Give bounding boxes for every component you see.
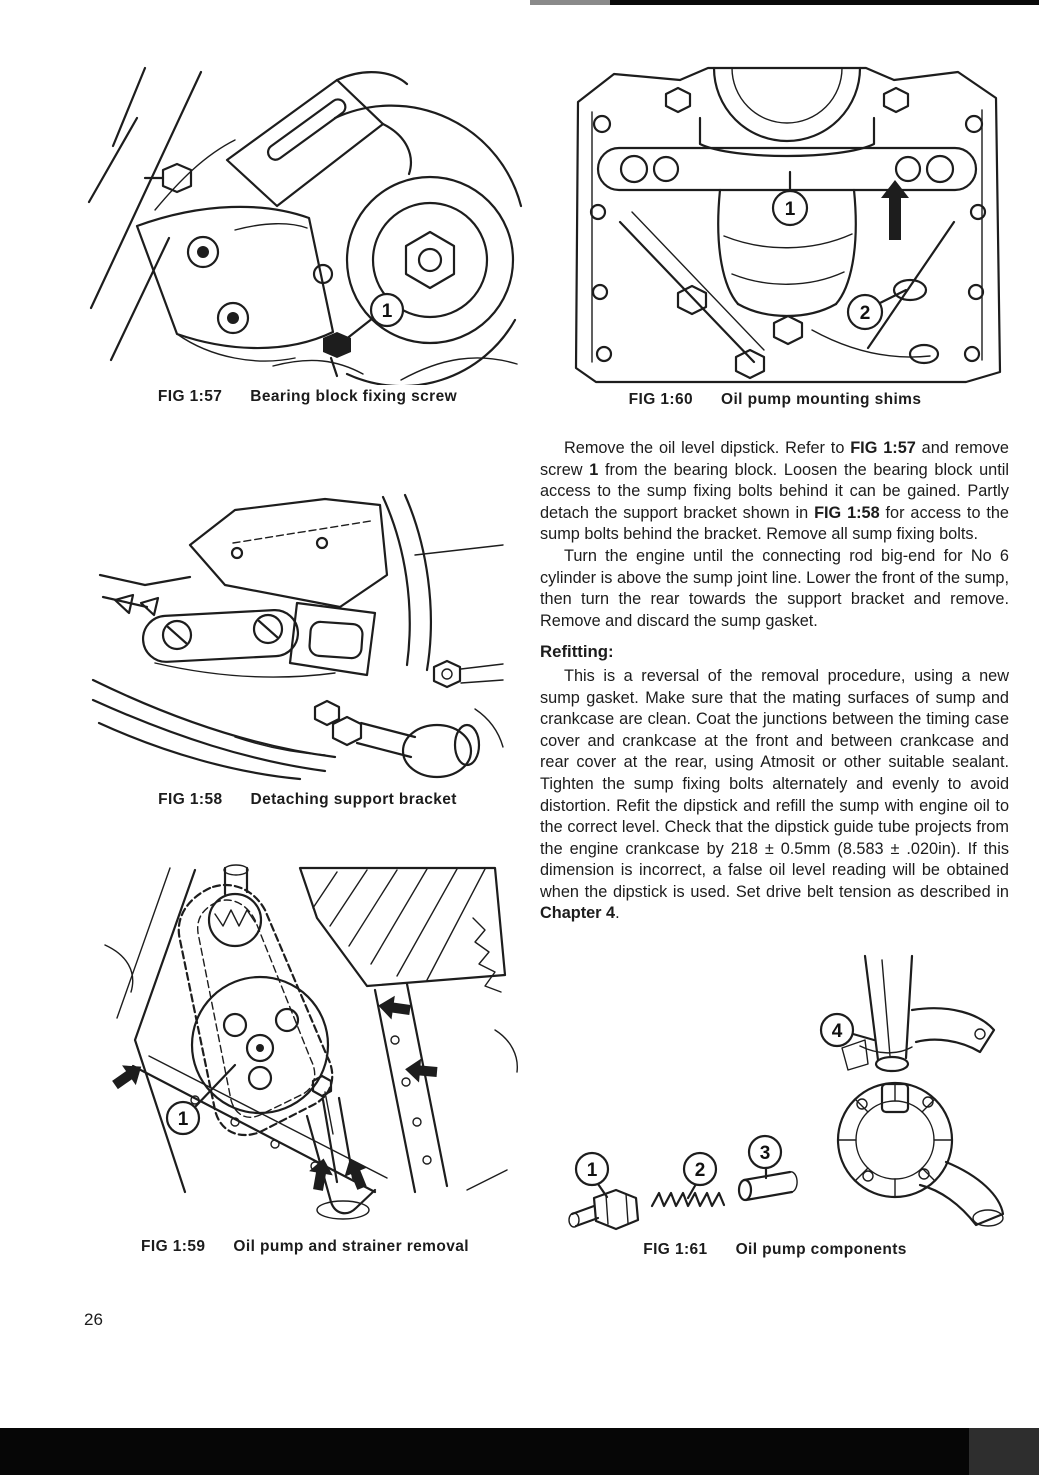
svg-text:1: 1 [177,1109,189,1130]
fig-reference: FIG 1:58 [814,503,880,522]
fig-1-58-caption [85,791,530,809]
svg-text:1: 1 [381,301,393,322]
fig-1-60-illustration [562,60,1012,390]
page-number: 26 [84,1310,103,1329]
fig-1-57-illustration [85,60,525,385]
fig-1-61-caption [545,1241,1005,1259]
chapter-reference: Chapter 4 [540,904,616,923]
text-run: This is a reversal of the removal procedure, using a new sump gasket. Make sure that the mating surfaces of sump and crankcase are clean. Coat the junctions between the timing case cover and crankcase at the front and between crankcase and rear cover at the rear, using Atmosit or other suitable sealant. Tighten the sump fixing bolts alternately and evenly to avoid distortion. Refit the dipstick and refill the sump with engine oil to the correct level. Check that the dipstick guide tube projects from the engine crankcase by 218 ± 0.5mm (8.583 ± .020in). If this dimension is incorrect, a false oil level reading will be obtained when the dipstick is used. Set drive belt tension as described in [540,666,1009,901]
engine-side-drawing [89,68,521,385]
callout-1 [773,172,807,225]
scan-edge-bar-top [530,0,1039,5]
fig-1-59-caption-text: Oil pump and strainer removal [233,1238,469,1255]
fig-1-57-caption [85,388,530,406]
oil-pump-components-drawing [569,956,1003,1229]
text-run: for access to the sump bolts behind the bracket. Remove all sump fixing bolts. [540,503,1009,544]
fig-reference: FIG 1:57 [850,439,916,457]
support-bracket-drawing [93,495,503,779]
bolt-arrow-icons [108,994,438,1193]
fig-1-60-caption [545,391,1005,409]
refitting-heading: Refitting: [540,642,614,662]
fig-1-61-caption-id: FIG 1:61 [643,1241,708,1258]
text-run: from the bearing block. Loosen the bearing block until access to the sump fixing bolts behind it can be gained. Partly detach the support bracket shown in [540,460,1009,522]
text-run: and remove screw [540,439,1009,479]
timing-chain-drawing [105,865,517,1219]
fig-1-60-caption-id: FIG 1:60 [628,391,693,408]
fig-1-61-illustration [560,952,1010,1234]
callout-1 [167,1065,235,1134]
fig-1-60-caption-text: Oil pump mounting shims [721,391,922,408]
fig-1-59-caption-id: FIG 1:59 [141,1238,206,1255]
callout-2 [684,1153,716,1198]
svg-text:1: 1 [784,199,796,220]
callout-4 [821,1014,874,1046]
text-run: . [615,904,620,923]
fig-1-61-caption-text: Oil pump components [735,1241,907,1258]
fig-1-58-caption-id: FIG 1:58 [158,791,223,808]
fig-1-58-illustration [85,485,505,785]
paragraph-removal-2: Turn the engine until the connecting rod big-end for No 6 cylinder is above the sump joint line. Lower the front of the sump, then turn the rear towards the support bracket and remove. Remove and discard the sump gasket. [540,546,1009,630]
callout-1 [345,294,403,340]
svg-text:2: 2 [859,303,871,324]
callout-1 [576,1153,608,1197]
paragraph-refitting [540,666,1009,925]
body-text-column [540,438,1009,925]
fig-1-58-caption-text: Detaching support bracket [250,791,457,808]
item-reference: 1 [589,460,599,479]
fig-1-59-illustration [75,860,535,1230]
fig-1-57-caption-text: Bearing block fixing screw [250,388,458,405]
svg-text:4: 4 [831,1021,843,1042]
callout-3 [749,1136,781,1178]
scan-edge-bar-bottom [0,1428,1039,1475]
scan-edge-bar-bottom-light [969,1428,1039,1475]
fig-1-59-caption [75,1238,535,1256]
svg-text:1: 1 [586,1160,598,1181]
svg-text:3: 3 [759,1143,771,1164]
paragraph-removal-1 [540,438,1009,546]
svg-text:2: 2 [694,1160,706,1181]
fig-1-57-caption-id: FIG 1:57 [157,388,223,405]
text-run: Remove the oil level dipstick. Refer to [564,439,851,457]
